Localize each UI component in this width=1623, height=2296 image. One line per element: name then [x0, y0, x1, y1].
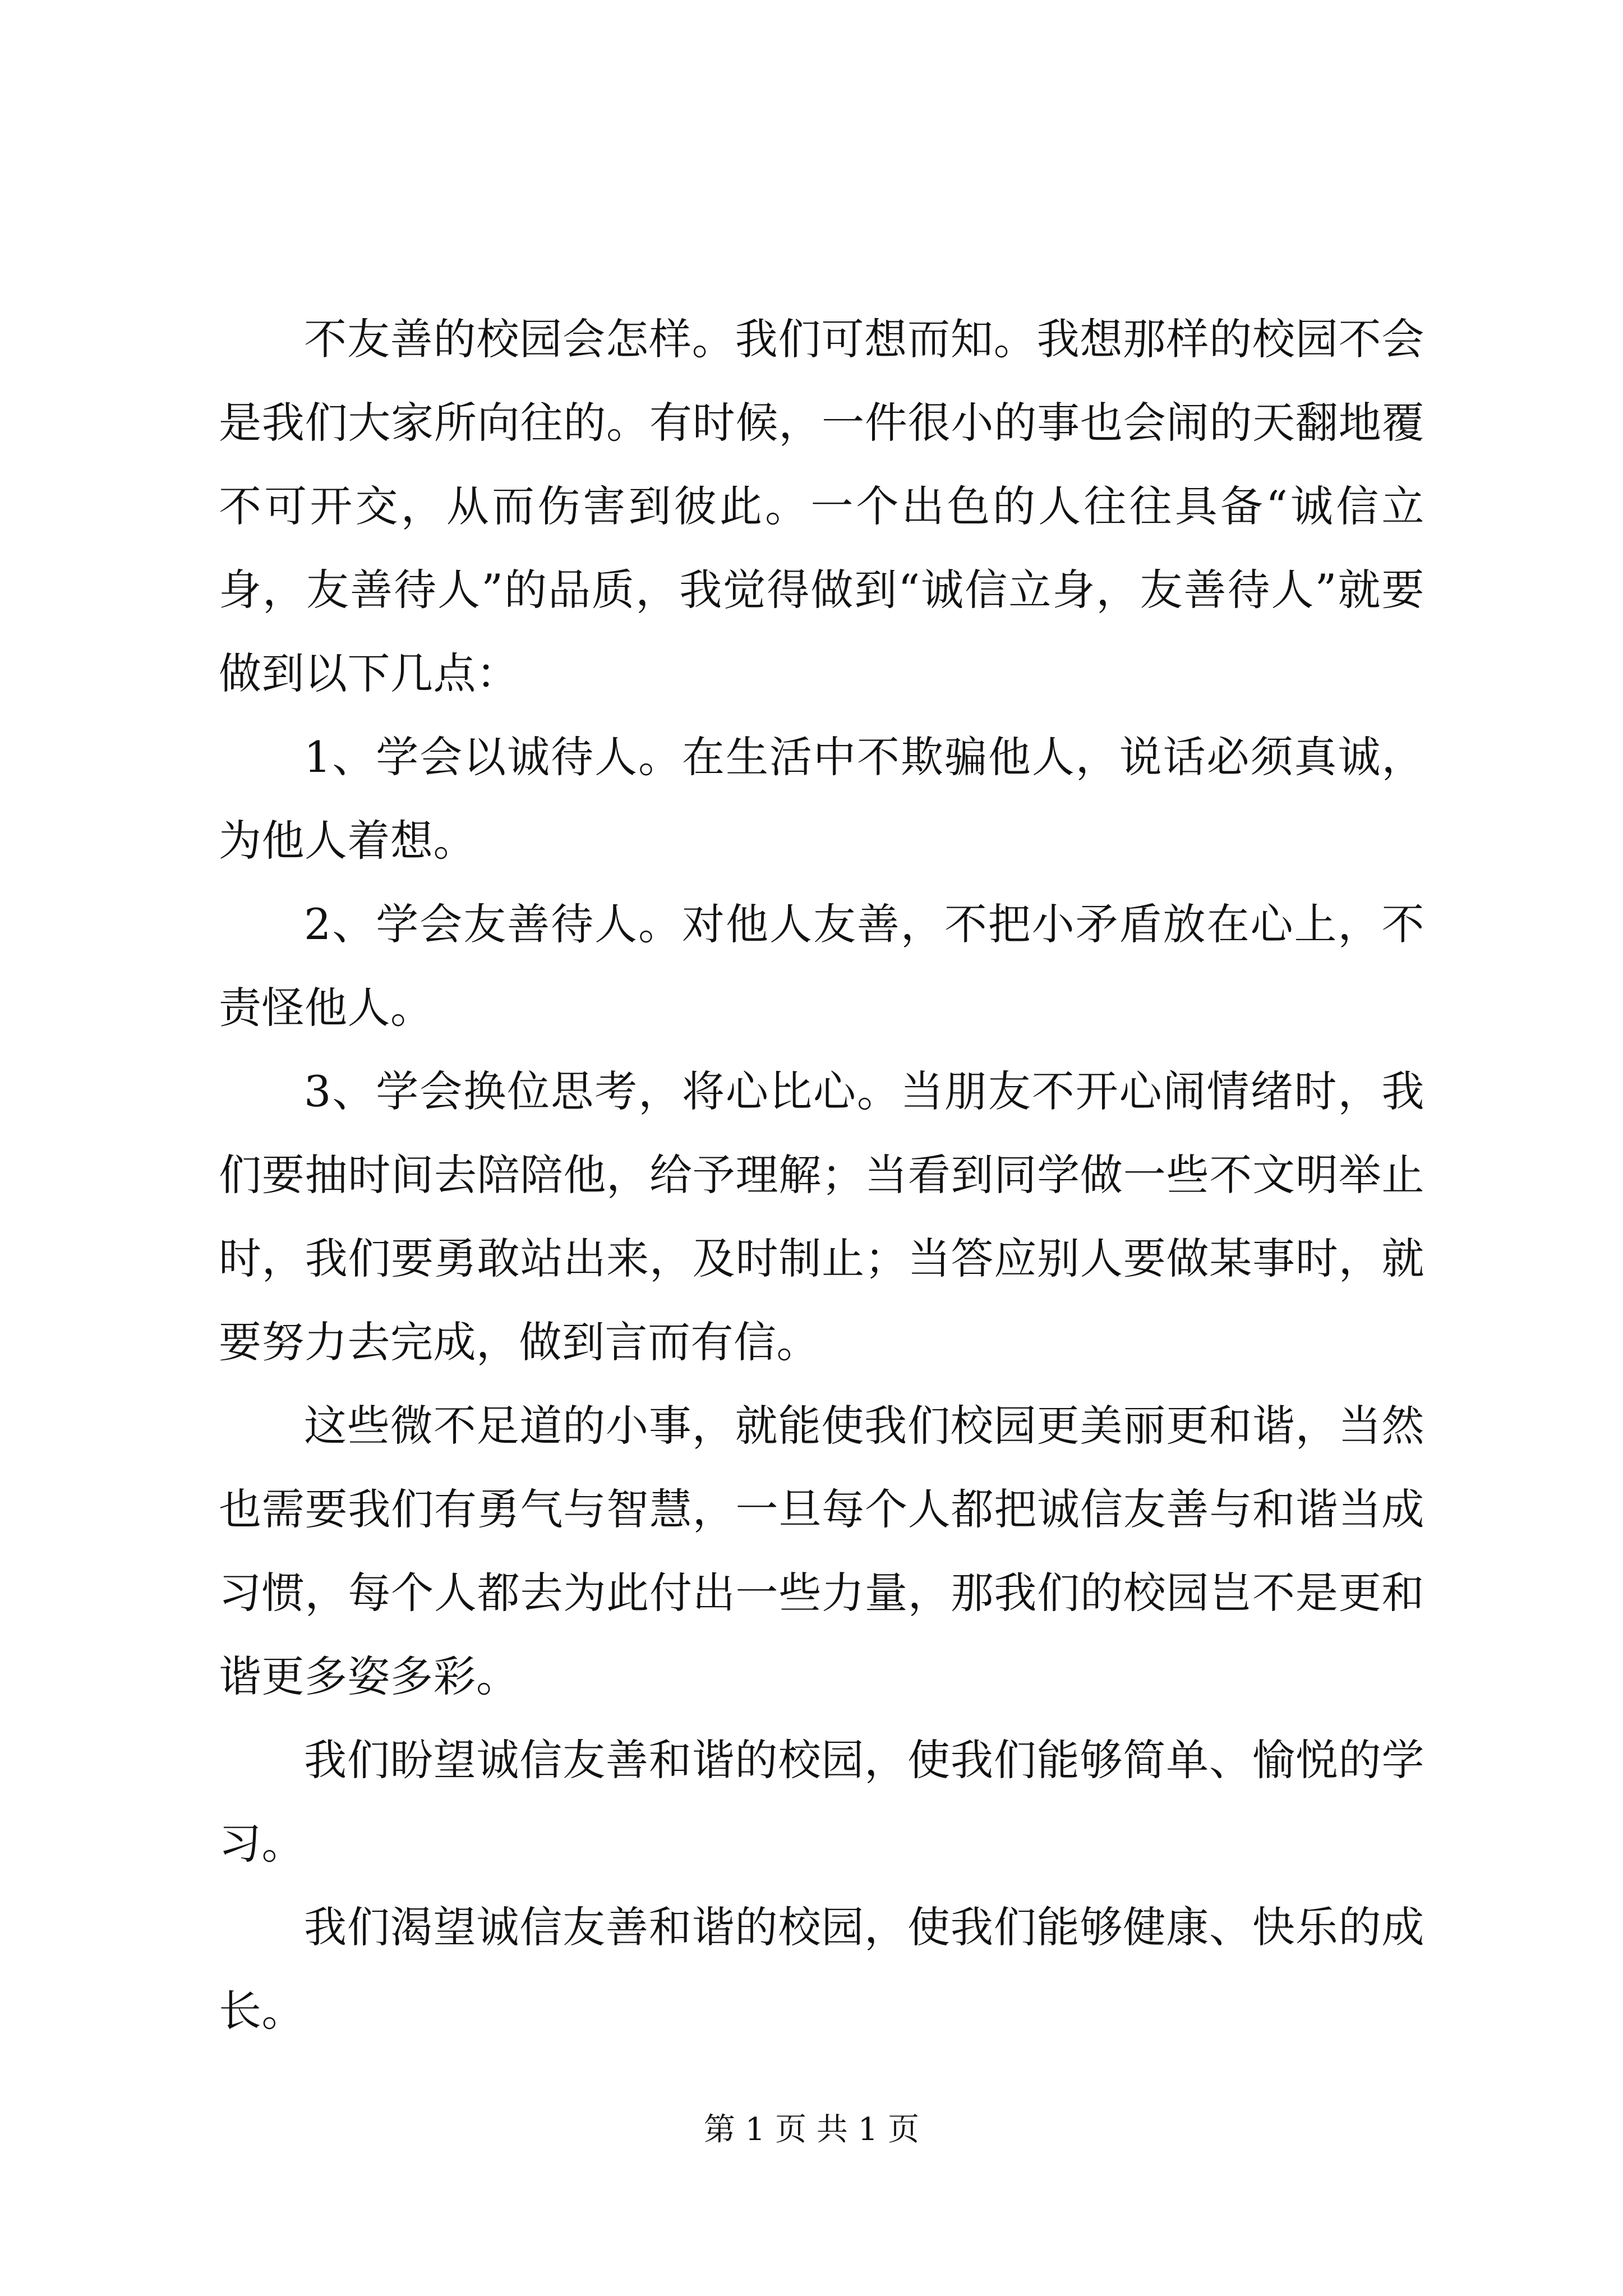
- paragraph-hope: 我们盼望诚信友善和谐的校园，使我们能够简单、愉悦的学习。: [219, 1735, 1424, 1869]
- paragraph-point-1: 1、学会以诚待人。在生活中不欺骗他人，说话必须真诚，为他人着想。: [219, 732, 1424, 866]
- page-footer: 第 1 页 共 1 页: [703, 2111, 920, 2148]
- paragraph-wish: 我们渴望诚信友善和谐的校园，使我们能够健康、快乐的成长。: [219, 1902, 1424, 2036]
- paragraph-point-2: 2、学会友善待人。对他人友善，不把小矛盾放在心上，不责怪他人。: [219, 899, 1424, 1033]
- document-body: [219, 297, 1424, 2053]
- paragraph-intro: 不友善的校园会怎样。我们可想而知。我想那样的校园不会是我们大家所向往的。有时候，一件很小的事也会闹的天翻地覆不可开交，从而伤害到彼此。一个出色的人往往具备“诚信立身，友善待人”的品质，我觉得做到“诚信立身，友善待人”就要做到以下几点：: [219, 314, 1424, 698]
- paragraph-point-3: 3、学会换位思考，将心比心。当朋友不开心闹情绪时，我们要抽时间去陪陪他，给予理解；当看到同学做一些不文明举止时，我们要勇敢站出来，及时制止；当答应别人要做某事时，就要努力去完成，做到言而有信。: [219, 1066, 1424, 1367]
- paragraph-summary: 这些微不足道的小事，就能使我们校园更美丽更和谐，当然也需要我们有勇气与智慧，一旦每个人都把诚信友善与和谐当成习惯，每个人都去为此付出一些力量，那我们的校园岂不是更和谐更多姿多彩。: [219, 1401, 1424, 1701]
